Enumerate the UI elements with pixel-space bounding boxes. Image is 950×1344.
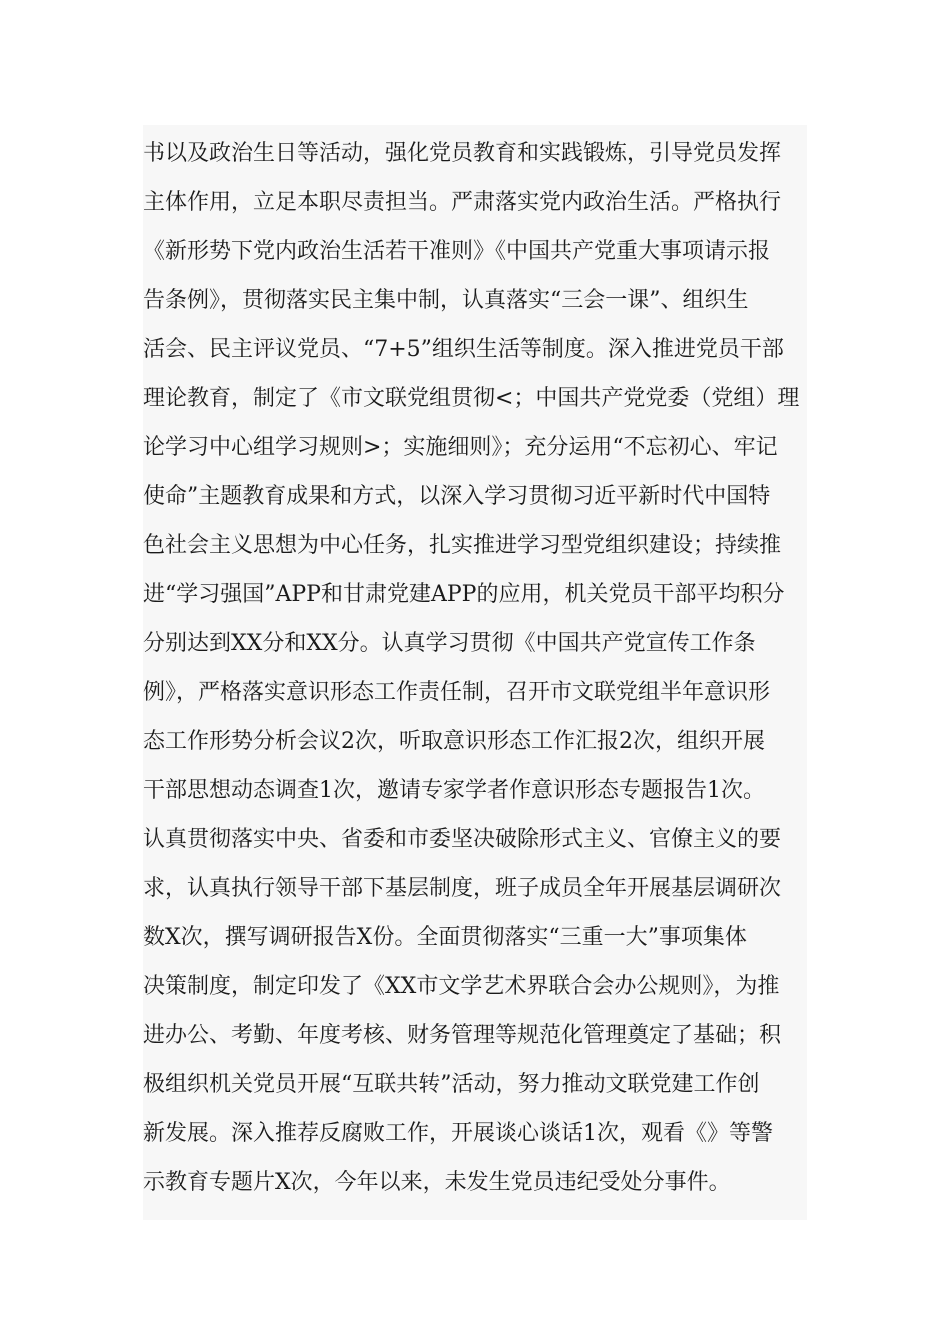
text-line-6: 理论教育，制定了《市文联党组贯彻<；中国共产党党委（党组）理 [143, 386, 800, 411]
text-line-22: 示教育专题片X次，今年以来，未发生党员违纪受处分事件。 [143, 1170, 731, 1195]
text-line-18: 决策制度，制定印发了《XX市文学艺术界联合会办公规则》，为推 [143, 974, 780, 999]
text-line-20: 极组织机关党员开展“互联共转”活动，努力推动文联党建工作创 [143, 1072, 760, 1097]
text-line-5: 活会、民主评议党员、“7+5”组织生活等制度。深入推进党员干部 [143, 337, 784, 362]
text-line-13: 态工作形势分析会议2次，听取意识形态工作汇报2次，组织开展 [143, 729, 765, 754]
text-line-21: 新发展。深入推荐反腐败工作，开展谈心谈话1次，观看《》等警 [143, 1121, 773, 1146]
text-line-2: 主体作用，立足本职尽责担当。严肃落实党内政治生活。严格执行 [143, 190, 782, 215]
text-line-17: 数X次，撰写调研报告X份。全面贯彻落实“三重一大”事项集体 [143, 925, 747, 950]
text-line-19: 进办公、考勤、年度考核、财务管理等规范化管理奠定了基础；积 [143, 1023, 782, 1048]
text-line-10: 进“学习强国”APP和甘肃党建APP的应用，机关党员干部平均积分 [143, 582, 785, 607]
text-line-4: 告条例》，贯彻落实民主集中制，认真落实“三会一课”、组织生 [143, 288, 749, 313]
text-line-14: 干部思想动态调查1次，邀请专家学者作意识形态专题报告1次。 [143, 778, 765, 803]
text-line-3: 《新形势下党内政治生活若干准则》《中国共产党重大事项请示报 [143, 239, 771, 264]
text-line-7: 论学习中心组学习规则>；实施细则》；充分运用“不忘初心、牢记 [143, 435, 778, 460]
text-line-8: 使命”主题教育成果和方式，以深入学习贯彻习近平新时代中国特 [143, 484, 771, 509]
body-text-block [143, 125, 807, 1220]
text-line-1: 书以及政治生日等活动，强化党员教育和实践锻炼，引导党员发挥 [143, 141, 782, 166]
text-line-15: 认真贯彻落实中央、省委和市委坚决破除形式主义、官僚主义的要 [143, 827, 782, 852]
text-line-12: 例》，严格落实意识形态工作责任制，召开市文联党组半年意识形 [143, 680, 771, 705]
text-line-16: 求，认真执行领导干部下基层制度，班子成员全年开展基层调研次 [143, 876, 782, 901]
text-line-9: 色社会主义思想为中心任务，扎实推进学习型党组织建设；持续推 [143, 533, 782, 558]
text-line-11: 分别达到XX分和XX分。认真学习贯彻《中国共产党宣传工作条 [143, 631, 756, 656]
